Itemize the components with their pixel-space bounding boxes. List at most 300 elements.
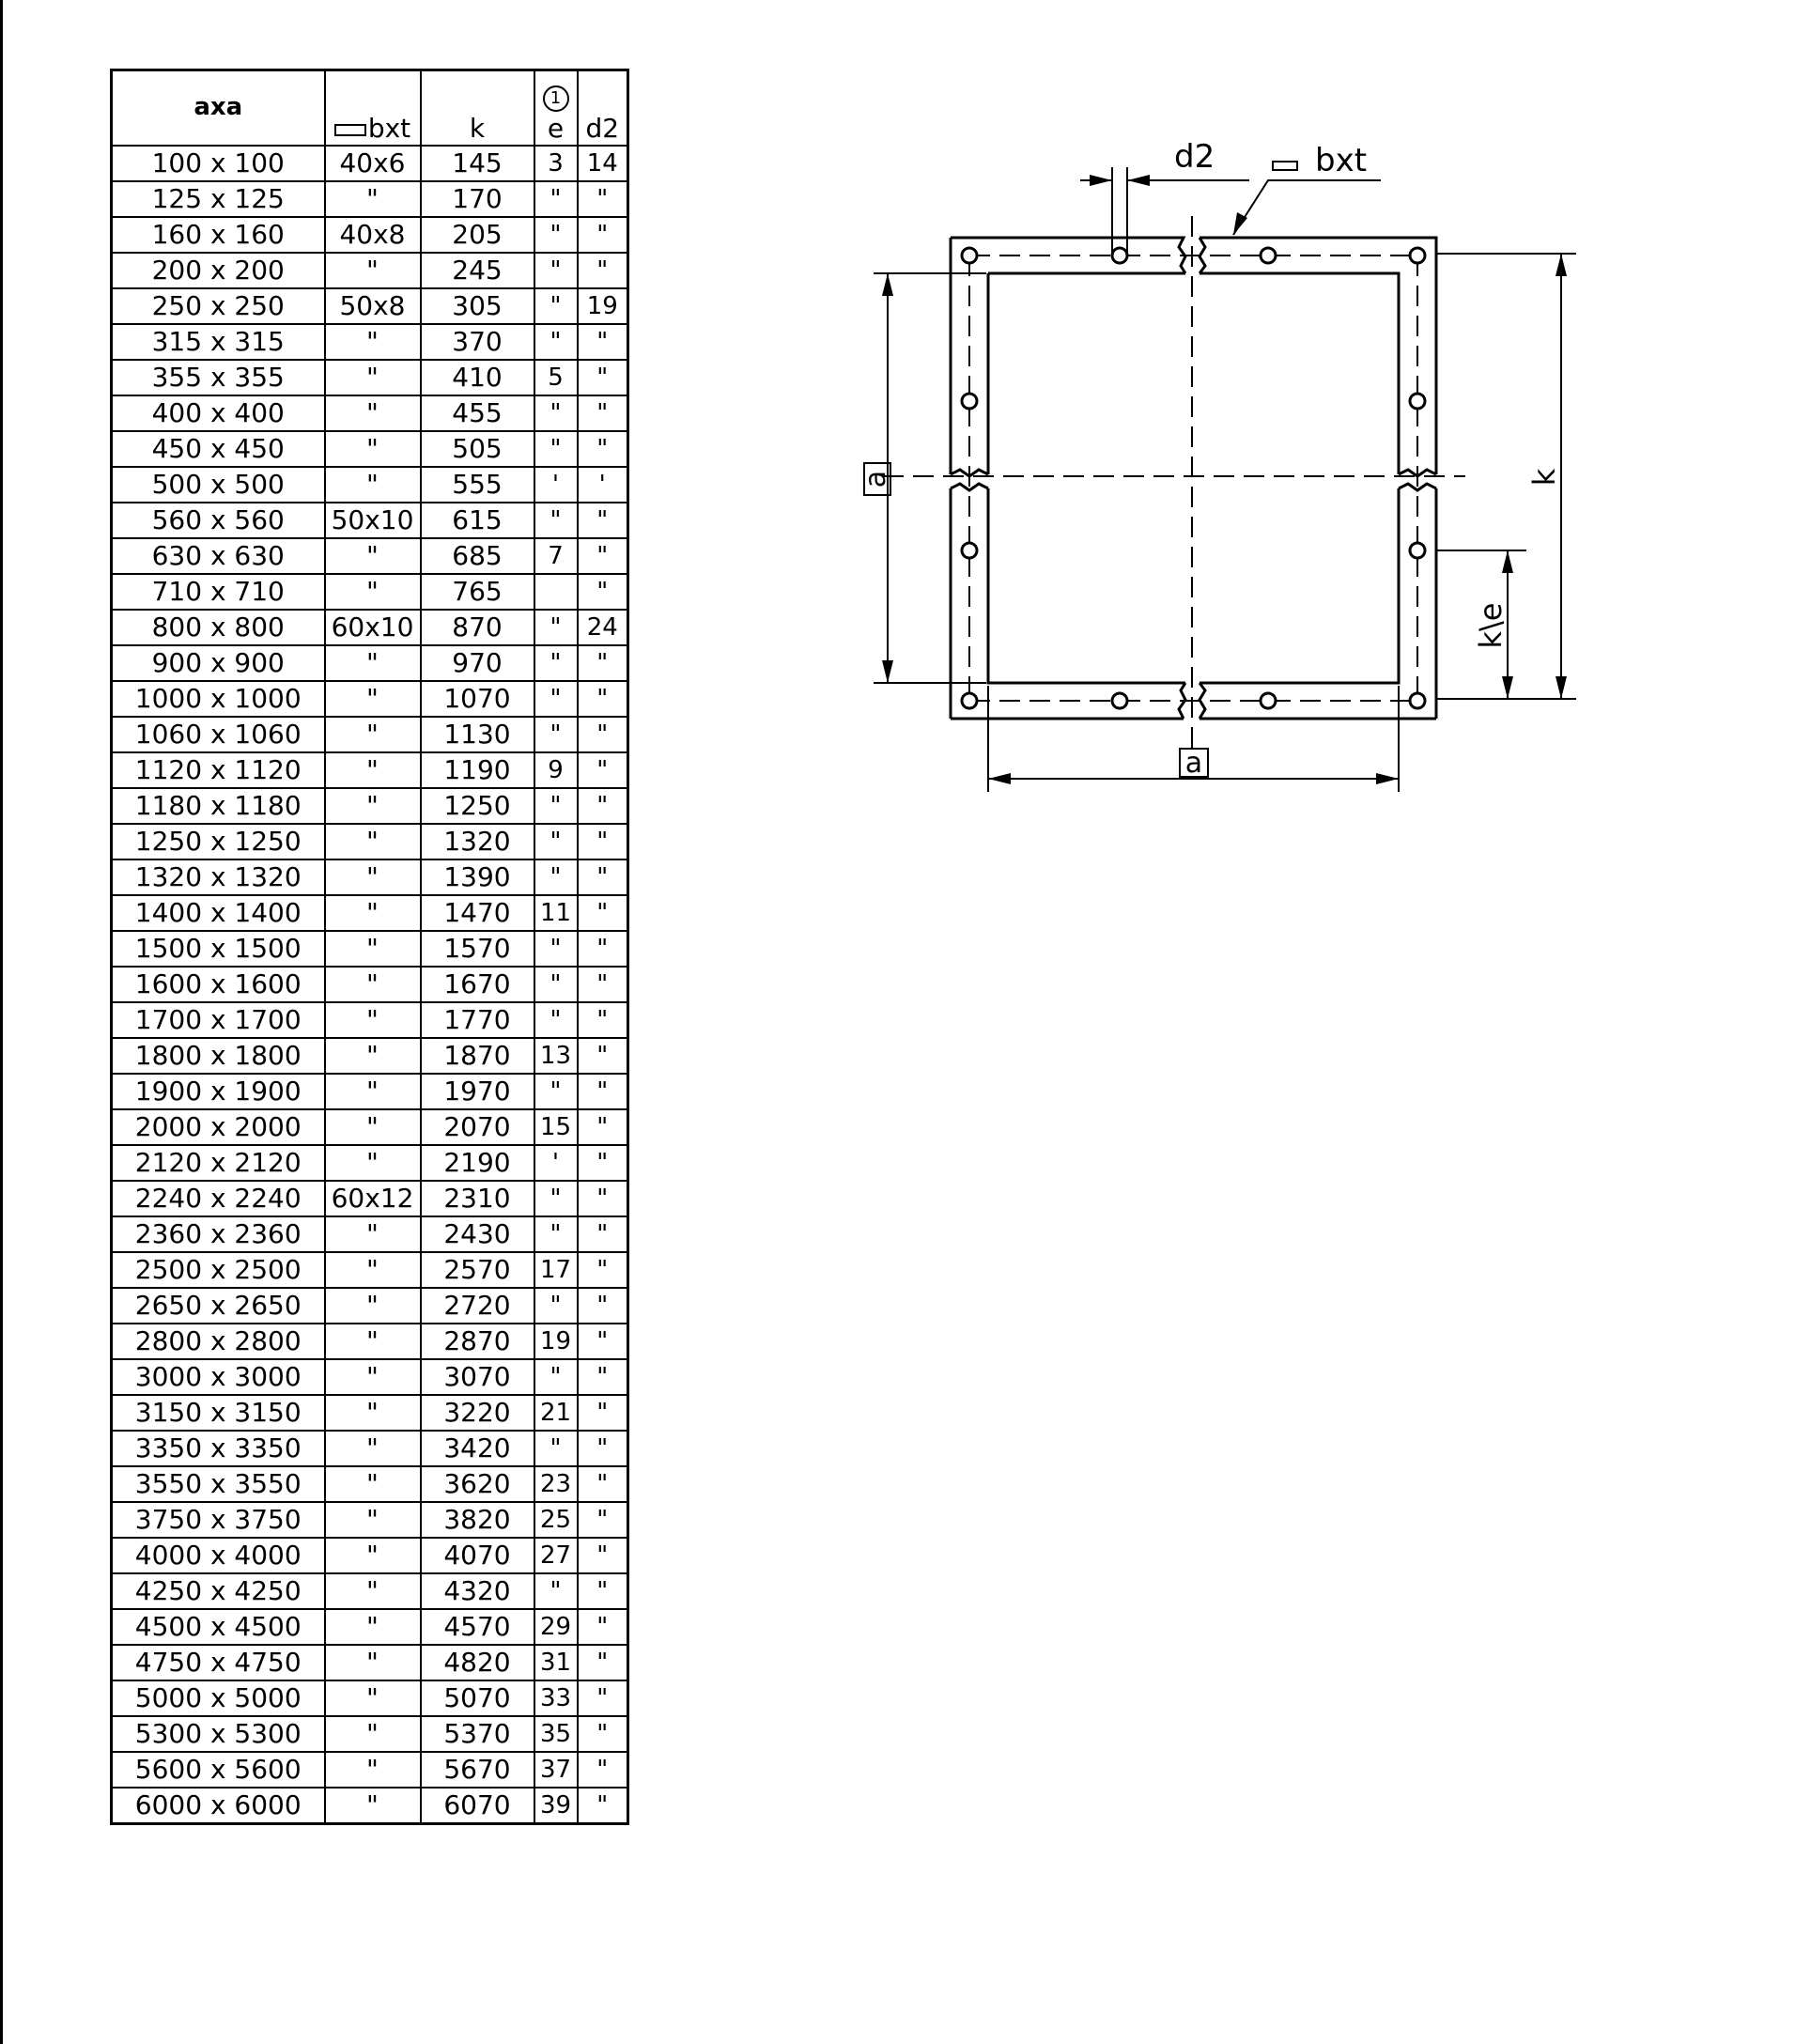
cell-d2: " — [578, 1609, 628, 1645]
bxt-leader — [1233, 180, 1381, 235]
table-row — [112, 1502, 628, 1538]
cell-bxt: 50x8 — [325, 288, 421, 324]
flange-dimension-table — [110, 69, 629, 1825]
cell-d2: " — [578, 824, 628, 859]
header-bxt-label: bxt — [367, 113, 411, 144]
cell-e: " — [534, 824, 578, 859]
label-bxt: bxt — [1315, 142, 1368, 179]
cell-e: " — [534, 645, 578, 681]
cell-e: " — [534, 1431, 578, 1466]
cell-d2: " — [578, 1002, 628, 1038]
cell-k: 370 — [421, 324, 534, 360]
cell-bxt: " — [325, 1109, 421, 1145]
table-row — [112, 1074, 628, 1109]
bolt-hole — [962, 543, 977, 558]
arrow-head — [1127, 175, 1150, 186]
cell-size: 630 x 630 — [112, 538, 325, 574]
cell-d2: " — [578, 1431, 628, 1466]
cell-bxt: " — [325, 1538, 421, 1573]
cell-d2: 19 — [578, 288, 628, 324]
cell-d2: " — [578, 217, 628, 253]
cell-bxt: 40x6 — [325, 146, 421, 181]
cell-d2: " — [578, 788, 628, 824]
flat-bar-icon — [334, 124, 366, 136]
cell-e: " — [534, 859, 578, 895]
cell-bxt: " — [325, 467, 421, 503]
table-row — [112, 1109, 628, 1145]
table-row — [112, 1181, 628, 1216]
label-a-bottom: a — [1184, 747, 1203, 780]
table-row — [112, 1716, 628, 1752]
table-row — [112, 288, 628, 324]
cell-e: 37 — [534, 1752, 578, 1788]
cell-k: 3220 — [421, 1395, 534, 1431]
cell-d2: 24 — [578, 610, 628, 645]
cell-bxt: " — [325, 431, 421, 467]
bolt-hole — [962, 693, 977, 708]
table-row — [112, 1002, 628, 1038]
table-row — [112, 1145, 628, 1181]
cell-e: " — [534, 1573, 578, 1609]
arrow-head — [882, 660, 893, 683]
cell-bxt: " — [325, 574, 421, 610]
cell-d2: " — [578, 395, 628, 431]
cell-k: 1390 — [421, 859, 534, 895]
cell-d2: " — [578, 1716, 628, 1752]
cell-bxt: " — [325, 1788, 421, 1824]
cell-d2: " — [578, 752, 628, 788]
table-row — [112, 717, 628, 752]
table-row — [112, 895, 628, 931]
cell-e: 19 — [534, 1324, 578, 1359]
cell-bxt: " — [325, 1324, 421, 1359]
cell-size: 1500 x 1500 — [112, 931, 325, 967]
cell-d2: " — [578, 1074, 628, 1109]
cell-k: 245 — [421, 253, 534, 288]
cell-d2: " — [578, 859, 628, 895]
cell-d2: " — [578, 931, 628, 967]
cell-bxt: " — [325, 717, 421, 752]
cell-size: 100 x 100 — [112, 146, 325, 181]
cell-d2: " — [578, 538, 628, 574]
cell-size: 1000 x 1000 — [112, 681, 325, 717]
cell-size: 560 x 560 — [112, 503, 325, 538]
cell-k: 205 — [421, 217, 534, 253]
cell-size: 400 x 400 — [112, 395, 325, 431]
bolt-hole — [1112, 693, 1127, 708]
cell-k: 505 — [421, 431, 534, 467]
cell-k: 145 — [421, 146, 534, 181]
cell-bxt: " — [325, 395, 421, 431]
cell-bxt: " — [325, 1216, 421, 1252]
table-row — [112, 1324, 628, 1359]
cell-d2: ' — [578, 467, 628, 503]
cell-bxt: " — [325, 1502, 421, 1538]
table-row — [112, 1573, 628, 1609]
cell-size: 1120 x 1120 — [112, 752, 325, 788]
cell-size: 3000 x 3000 — [112, 1359, 325, 1395]
cell-e: " — [534, 324, 578, 360]
arrow-head — [1556, 254, 1567, 276]
arrow-head — [1090, 175, 1112, 186]
cell-size: 1250 x 1250 — [112, 824, 325, 859]
cell-d2: " — [578, 1145, 628, 1181]
table-row — [112, 1359, 628, 1395]
cell-k: 3620 — [421, 1466, 534, 1502]
cell-size: 2650 x 2650 — [112, 1288, 325, 1324]
cell-size: 2360 x 2360 — [112, 1216, 325, 1252]
cell-bxt: " — [325, 324, 421, 360]
cell-e: " — [534, 253, 578, 288]
cell-e: 33 — [534, 1680, 578, 1716]
arrow-head — [988, 773, 1011, 784]
cell-k: 2870 — [421, 1324, 534, 1359]
table-row — [112, 146, 628, 181]
bolt-hole — [1410, 394, 1425, 409]
table-row — [112, 181, 628, 217]
cell-k: 3820 — [421, 1502, 534, 1538]
bolt-hole — [1112, 248, 1127, 263]
cell-bxt: " — [325, 824, 421, 859]
cell-bxt: " — [325, 1395, 421, 1431]
cell-k: 1250 — [421, 788, 534, 824]
cell-bxt: " — [325, 931, 421, 967]
cell-e: " — [534, 967, 578, 1002]
table-row — [112, 824, 628, 859]
cell-d2: " — [578, 253, 628, 288]
cell-d2: " — [578, 1752, 628, 1788]
table-row — [112, 1216, 628, 1252]
cell-k: 970 — [421, 645, 534, 681]
cell-e: 23 — [534, 1466, 578, 1502]
page-left-border-tick — [0, 0, 3, 38]
cell-size: 1600 x 1600 — [112, 967, 325, 1002]
cell-bxt: " — [325, 1466, 421, 1502]
cell-d2: " — [578, 717, 628, 752]
cell-e: " — [534, 1288, 578, 1324]
d2-extension-lines — [1112, 167, 1127, 254]
cell-d2: " — [578, 1038, 628, 1074]
cell-d2: " — [578, 431, 628, 467]
cell-size: 1320 x 1320 — [112, 859, 325, 895]
cell-size: 900 x 900 — [112, 645, 325, 681]
table-row — [112, 1645, 628, 1680]
cell-k: 3070 — [421, 1359, 534, 1395]
cell-k: 2310 — [421, 1181, 534, 1216]
cell-size: 2500 x 2500 — [112, 1252, 325, 1288]
page-left-border — [0, 0, 3, 2044]
cell-e: 5 — [534, 360, 578, 395]
cell-d2: " — [578, 503, 628, 538]
bolt-hole — [962, 248, 977, 263]
cell-size: 1400 x 1400 — [112, 895, 325, 931]
cell-size: 710 x 710 — [112, 574, 325, 610]
table-row — [112, 253, 628, 288]
header-k: k — [421, 70, 534, 147]
cell-d2: " — [578, 1395, 628, 1431]
cell-e: 9 — [534, 752, 578, 788]
cell-e: " — [534, 681, 578, 717]
cell-bxt: " — [325, 1252, 421, 1288]
cell-e: 15 — [534, 1109, 578, 1145]
cell-e — [534, 574, 578, 610]
table-row — [112, 574, 628, 610]
cell-size: 3350 x 3350 — [112, 1431, 325, 1466]
cell-d2: " — [578, 1788, 628, 1824]
label-k: k — [1526, 468, 1562, 487]
cell-k: 2190 — [421, 1145, 534, 1181]
cell-bxt: " — [325, 1609, 421, 1645]
cell-d2: " — [578, 1645, 628, 1680]
table-row — [112, 1609, 628, 1645]
cell-k: 1470 — [421, 895, 534, 931]
cell-e: 35 — [534, 1716, 578, 1752]
header-size: axa — [112, 70, 325, 147]
cell-k: 1970 — [421, 1074, 534, 1109]
cell-e: " — [534, 1216, 578, 1252]
inner-top — [988, 273, 1399, 474]
cell-d2: " — [578, 645, 628, 681]
cell-size: 1900 x 1900 — [112, 1074, 325, 1109]
cell-k: 2070 — [421, 1109, 534, 1145]
cell-e: 13 — [534, 1038, 578, 1074]
cell-bxt: " — [325, 681, 421, 717]
cell-d2: " — [578, 574, 628, 610]
cell-size: 4500 x 4500 — [112, 1609, 325, 1645]
cell-e: 39 — [534, 1788, 578, 1824]
cell-e: " — [534, 1074, 578, 1109]
table-row — [112, 217, 628, 253]
cell-d2: " — [578, 1680, 628, 1716]
cell-k: 455 — [421, 395, 534, 431]
table-row — [112, 1431, 628, 1466]
label-ke-group — [1473, 603, 1509, 649]
cell-e: 31 — [534, 1645, 578, 1680]
cell-k: 6070 — [421, 1788, 534, 1824]
table-row — [112, 395, 628, 431]
table-row — [112, 324, 628, 360]
cell-d2: " — [578, 1109, 628, 1145]
frame-top-right — [1200, 238, 1436, 348]
cell-e: " — [534, 1359, 578, 1395]
cell-d2: " — [578, 1359, 628, 1395]
cell-size: 3750 x 3750 — [112, 1502, 325, 1538]
cell-k: 305 — [421, 288, 534, 324]
cell-size: 4750 x 4750 — [112, 1645, 325, 1680]
label-k-group — [1526, 468, 1562, 486]
cell-k: 555 — [421, 467, 534, 503]
cell-k: 5670 — [421, 1752, 534, 1788]
arrow-head — [882, 273, 893, 296]
cell-bxt: 50x10 — [325, 503, 421, 538]
cell-k: 1570 — [421, 931, 534, 967]
cell-k: 4570 — [421, 1609, 534, 1645]
table-row — [112, 467, 628, 503]
cell-d2: " — [578, 681, 628, 717]
table-row — [112, 1788, 628, 1824]
cell-size: 1180 x 1180 — [112, 788, 325, 824]
table-row — [112, 1038, 628, 1074]
cell-k: 170 — [421, 181, 534, 217]
cell-bxt: " — [325, 1680, 421, 1716]
cell-size: 3150 x 3150 — [112, 1395, 325, 1431]
table-row — [112, 1538, 628, 1573]
header-e — [534, 70, 578, 147]
cell-e: 3 — [534, 146, 578, 181]
arrow-head — [1502, 550, 1513, 573]
cell-size: 800 x 800 — [112, 610, 325, 645]
table-row — [112, 538, 628, 574]
cell-k: 2430 — [421, 1216, 534, 1252]
cell-bxt: " — [325, 1752, 421, 1788]
cell-d2: 14 — [578, 146, 628, 181]
cell-bxt: " — [325, 645, 421, 681]
cell-size: 2800 x 2800 — [112, 1324, 325, 1359]
cell-bxt: 40x8 — [325, 217, 421, 253]
cell-k: 1870 — [421, 1038, 534, 1074]
cell-size: 355 x 355 — [112, 360, 325, 395]
cell-e: " — [534, 1002, 578, 1038]
cell-k: 765 — [421, 574, 534, 610]
cell-size: 4000 x 4000 — [112, 1538, 325, 1573]
cell-d2: " — [578, 1466, 628, 1502]
cell-e: " — [534, 503, 578, 538]
table-row — [112, 1752, 628, 1788]
cell-bxt: " — [325, 1002, 421, 1038]
cell-size: 2120 x 2120 — [112, 1145, 325, 1181]
arrow-head — [1556, 676, 1567, 699]
cell-size: 4250 x 4250 — [112, 1573, 325, 1609]
cell-size: 1800 x 1800 — [112, 1038, 325, 1074]
cell-size: 250 x 250 — [112, 288, 325, 324]
table-row — [112, 1395, 628, 1431]
cell-k: 2720 — [421, 1288, 534, 1324]
inner-bottom — [988, 488, 1399, 683]
cell-d2: " — [578, 895, 628, 931]
cell-e: " — [534, 931, 578, 967]
cell-k: 3420 — [421, 1431, 534, 1466]
cell-bxt: " — [325, 538, 421, 574]
cell-bxt: " — [325, 788, 421, 824]
cell-bxt: " — [325, 1074, 421, 1109]
cell-bxt: " — [325, 1145, 421, 1181]
cell-size: 2000 x 2000 — [112, 1109, 325, 1145]
table-row — [112, 931, 628, 967]
cell-k: 5370 — [421, 1716, 534, 1752]
header-bar-section — [325, 70, 421, 147]
footnote-circle-icon: 1 — [543, 85, 569, 112]
cell-k: 1190 — [421, 752, 534, 788]
flat-bar-icon — [1273, 162, 1297, 170]
table-row — [112, 681, 628, 717]
cell-size: 3550 x 3550 — [112, 1466, 325, 1502]
cell-e: ' — [534, 1145, 578, 1181]
table-row — [112, 610, 628, 645]
cell-k: 2570 — [421, 1252, 534, 1288]
cell-size: 5300 x 5300 — [112, 1716, 325, 1752]
cell-k: 685 — [421, 538, 534, 574]
cell-bxt: " — [325, 1573, 421, 1609]
cell-e: 17 — [534, 1252, 578, 1288]
table-row — [112, 503, 628, 538]
cell-e: 29 — [534, 1609, 578, 1645]
cell-bxt: " — [325, 1645, 421, 1680]
cell-k: 4070 — [421, 1538, 534, 1573]
table-row — [112, 1680, 628, 1716]
cell-bxt: 60x12 — [325, 1181, 421, 1216]
label-a-left: a — [859, 470, 892, 488]
bolt-hole — [1410, 248, 1425, 263]
cell-k: 4320 — [421, 1573, 534, 1609]
cell-d2: " — [578, 324, 628, 360]
cell-e: 11 — [534, 895, 578, 931]
cell-bxt: " — [325, 967, 421, 1002]
cell-bxt: " — [325, 752, 421, 788]
arrow-head — [1376, 773, 1399, 784]
table-row — [112, 967, 628, 1002]
cell-e: " — [534, 1181, 578, 1216]
cell-size: 5000 x 5000 — [112, 1680, 325, 1716]
cell-k: 1770 — [421, 1002, 534, 1038]
cell-e: 21 — [534, 1395, 578, 1431]
cell-k: 1130 — [421, 717, 534, 752]
table-header-row — [112, 70, 628, 147]
cell-k: 870 — [421, 610, 534, 645]
bolt-hole — [1261, 248, 1276, 263]
table-row — [112, 431, 628, 467]
cell-e: " — [534, 610, 578, 645]
bolt-hole — [962, 394, 977, 409]
bolt-hole — [1410, 693, 1425, 708]
table-row — [112, 1252, 628, 1288]
cell-bxt: " — [325, 1431, 421, 1466]
cell-size: 6000 x 6000 — [112, 1788, 325, 1824]
cell-size: 160 x 160 — [112, 217, 325, 253]
bolt-hole — [1410, 543, 1425, 558]
cell-size: 5600 x 5600 — [112, 1752, 325, 1788]
cell-bxt: " — [325, 895, 421, 931]
cell-bxt: " — [325, 1038, 421, 1074]
cell-d2: " — [578, 1181, 628, 1216]
arrow-head — [1502, 676, 1513, 699]
table-row — [112, 1466, 628, 1502]
cell-e: 27 — [534, 1538, 578, 1573]
table-row — [112, 859, 628, 895]
cell-d2: " — [578, 1216, 628, 1252]
cell-d2: " — [578, 1288, 628, 1324]
cell-e: " — [534, 181, 578, 217]
cell-e: " — [534, 788, 578, 824]
header-e-label: e — [547, 113, 565, 144]
cell-bxt: " — [325, 1288, 421, 1324]
cell-e: ' — [534, 467, 578, 503]
cell-k: 4820 — [421, 1645, 534, 1680]
cell-size: 125 x 125 — [112, 181, 325, 217]
cell-bxt: " — [325, 1359, 421, 1395]
cell-size: 200 x 200 — [112, 253, 325, 288]
cell-e: 25 — [534, 1502, 578, 1538]
cell-d2: " — [578, 360, 628, 395]
cell-d2: " — [578, 1324, 628, 1359]
cell-e: " — [534, 395, 578, 431]
cell-size: 1700 x 1700 — [112, 1002, 325, 1038]
table-row — [112, 788, 628, 824]
cell-size: 315 x 315 — [112, 324, 325, 360]
cell-d2: " — [578, 1252, 628, 1288]
header-d2: d2 — [578, 70, 628, 147]
table-row — [112, 360, 628, 395]
cell-size: 450 x 450 — [112, 431, 325, 467]
